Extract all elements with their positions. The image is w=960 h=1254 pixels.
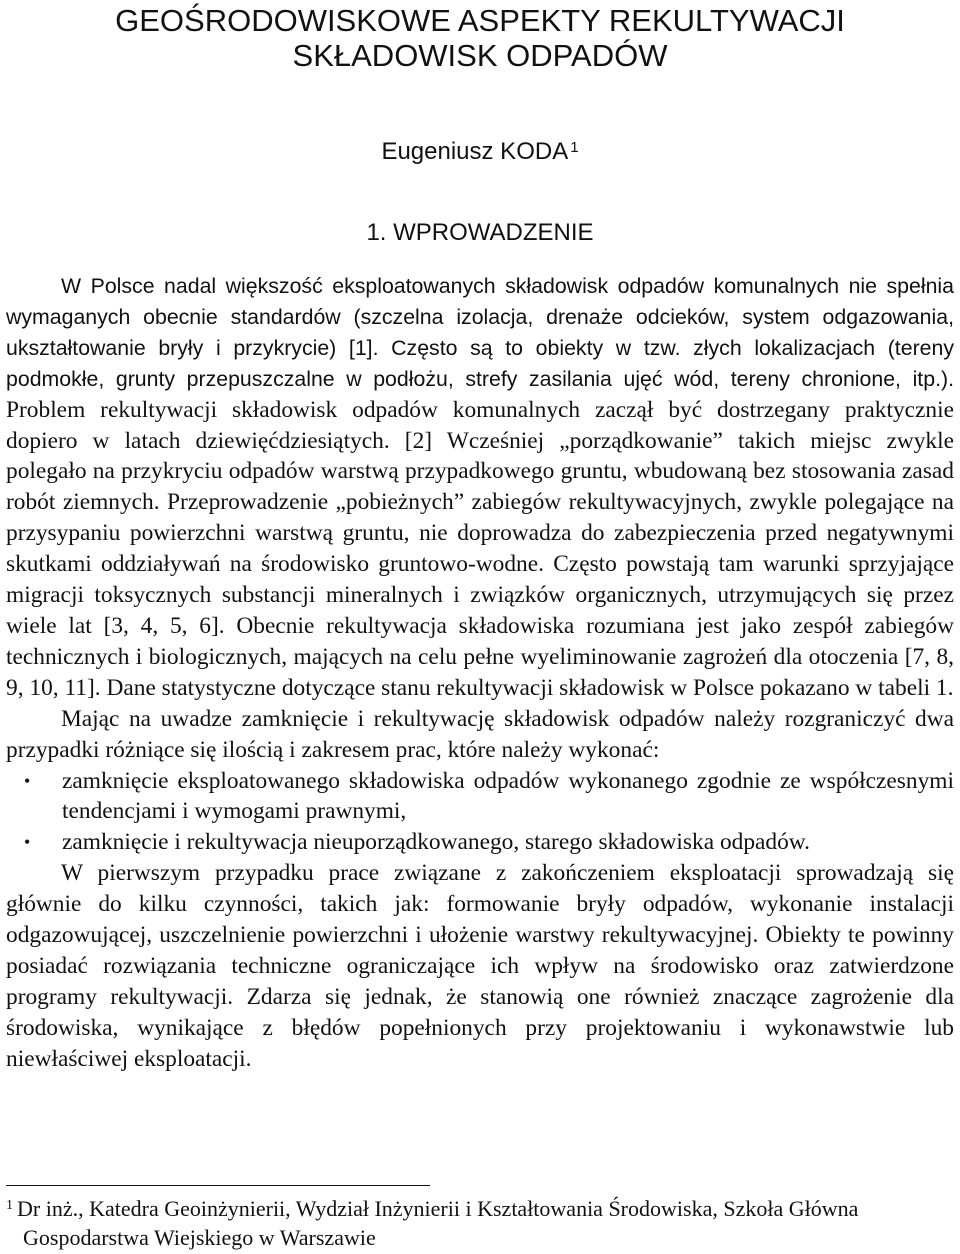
bullet-icon: • xyxy=(24,832,31,853)
section-heading: 1. WPROWADZENIE xyxy=(366,219,594,246)
title-line-1: GEOŚRODOWISKOWE ASPEKTY REKULTYWACJI xyxy=(115,3,845,38)
paragraph-intro-part2: Problem rekultywacji składowisk odpadów komunalnych zaczął być dostrzegany praktycznie dopiero w latach dziewięćdziesiątych. [2] Wcześniej „porządkowanie” takich miejsc zwykle polegało na przykryciu odpadów warstwą przypadkowego gruntu, wbudowaną bez stosowania zasad robót ziemnych. Przeprowadzenie „pobieżnych” zabiegów rekultywacyjnych, zwykle polegające na przysypaniu powierzchni warstwą gruntu, nie doprowadza do zabezpieczenia przed negatywnymi skutkami oddziaływań na środowisko gruntowo-wodne. Często powstają tam warunki sprzyjające migracji toksycznych substancji mineralnych i związków organicznych, utrzymujących się przez wiele lat [3, 4, 5, 6]. Obecnie rekultywacja składowiska rozumiana jest jako zespół zabiegów technicznych i biologicznych, mających na celu pełne wyeliminowanie zagrożeń dla otoczenia [7, 8, 9, 10, 11]. Dane statystyczne dotyczące stanu rekultywacji składowisk w Polsce pokazano w tabeli 1. xyxy=(6,396,954,701)
page-title xyxy=(6,0,954,73)
list-item-text: zamknięcie i rekultywacja nieuporządkowanego, starego składowiska odpadów. xyxy=(62,829,811,856)
paragraph-cases: Mając na uwadze zamknięcie i rekultywację składowisk odpadów należy rozgraniczyć dwa przypadki różniące się ilością i zakresem prac, które należy wykonać: xyxy=(6,705,954,763)
author-name: Eugeniusz KODA xyxy=(381,138,569,165)
footnote-mark: 1 xyxy=(6,1198,13,1213)
list-item xyxy=(6,766,954,828)
title-line-2: SKŁADOWISK ODPADÓW xyxy=(292,38,668,73)
list-item-text: zamknięcie eksploatowanego składowiska odpadów wykonanego zgodnie ze współczesnymi tendencjami i wymogami prawnymi, xyxy=(62,767,954,825)
paragraph-first-case: W pierwszym przypadku prace związane z zakończeniem eksploatacji sprowadzają się głównie do kilku czynności, takich jak: formowanie bryły odpadów, wykonanie instalacji odgazowującej, uszczelnienie powierzchni i ułożenie warstwy rekultywacyjnej. Obiekty te powinny posiadać rozwiązania techniczne ograniczające ich wpływ na środowisko oraz zatwierdzone programy rekultywacji. Zdarza się jednak, że stanowią one również znaczące zagrożenie dla środowiska, wynikające z błędów popełnionych przy projektowaniu i wykonawstwie lub niewłaściwej eksploatacji. xyxy=(6,860,954,1072)
list-item xyxy=(6,827,954,858)
paragraph-intro-part1: W Polsce nadal większość eksploatowanych składowisk odpadów komunalnych nie spełnia wymaganych obecnie standardów (szczelna izolacja, drenaże odcieków, system odgazowania, ukształtowanie bryły i przykrycie) [1]. Często są to obiekty w tzw. złych lokalizacjach (tereny podmokłe, grunty przepuszczalne w podłożu, strefy zasilania ujęć wód, tereny chronione, itp.). xyxy=(6,274,954,391)
bullet-icon: • xyxy=(24,770,31,791)
author-footnote-mark: 1 xyxy=(570,139,579,156)
paragraph-intro xyxy=(6,271,954,704)
footnote xyxy=(6,1194,950,1252)
bullet-list xyxy=(6,766,954,859)
author-line xyxy=(6,137,954,167)
footnote-text: Dr inż., Katedra Geoinżynierii, Wydział Inżynierii i Kształtowania Środowiska, Szkoła Główna Gospodarstwa Wiejskiego w Warszawie xyxy=(17,1196,859,1250)
footnote-divider xyxy=(6,1185,430,1186)
